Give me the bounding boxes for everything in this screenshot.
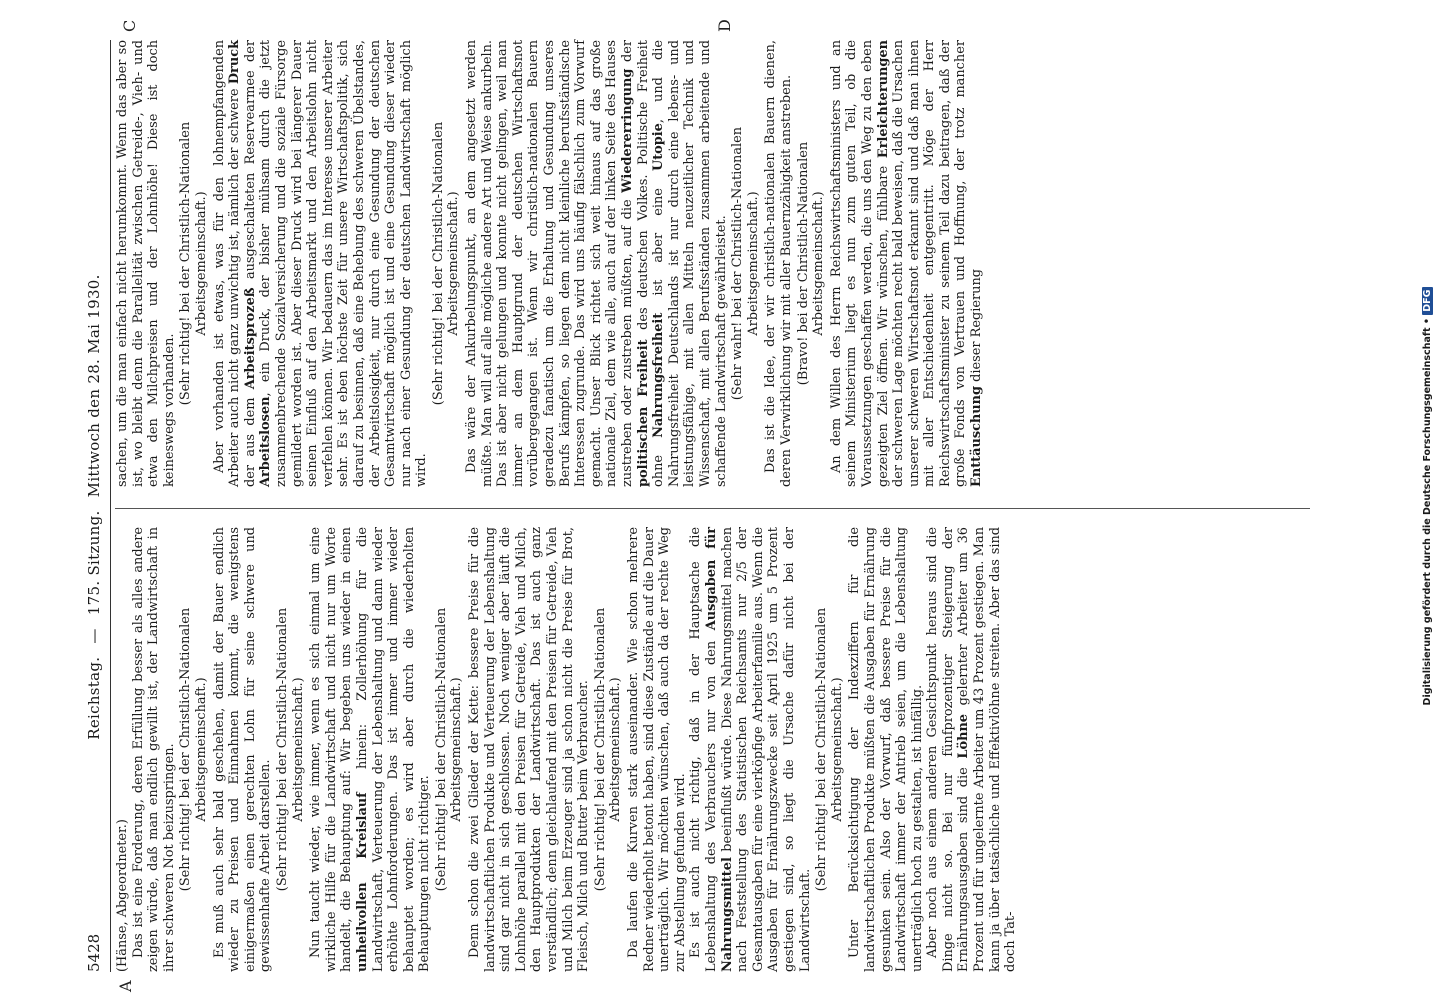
column-left xyxy=(115,527,1019,972)
interjection: (Sehr richtig! bei der Christlich-Nationalen Arbeitsgemeinschaft.) xyxy=(178,121,209,406)
title: Reichstag. xyxy=(85,656,103,740)
running-title xyxy=(85,42,103,972)
interjection: (Sehr richtig! bei der Christlich-Nationalen Arbeitsgemeinschaft.) xyxy=(592,607,624,892)
page-number: 5428 xyxy=(85,933,103,972)
paragraph: Das ist die Idee, der wir christlich-nationalen Bauern dienen, deren Verwirklichung wir mit aller Bauernzähigkeit anstreben. xyxy=(763,40,794,487)
page-header xyxy=(85,42,107,972)
interjection: (Sehr richtig! bei der Christlich-Nationalen Arbeitsgemeinschaft.) xyxy=(814,607,845,892)
credit-text: Digitalisierung gefördert durch die Deutsche Forschungsgemeinschaft • xyxy=(1422,318,1433,706)
paragraph: Denn schon die zwei Glieder der Kette: bessere Preise für die landwirtschaftlichen Produkte und Verteuerung der Lebenshaltung sind gar nicht in sich geschlossen. Noch weniger aber läuft die Lohnhöhe parallel mit den Preisen für Getreide, Vieh und Milch, den Hauptprodukten der Landwirtschaft. Das ist auch ganz verständlich; denn gleichlaufend mit den Preisen für Getreide, Vieh und Milch beim Erzeuger sind ja schon nicht die Preise für Brot, Fleisch, Milch und Butter beim Verbraucher. xyxy=(467,527,592,972)
interjection: (Sehr richtig! bei der Christlich-Nationalen Arbeitsgemeinschaft.) xyxy=(274,607,306,892)
interjection: (Bravo! bei der Christlich-Nationalen Arbeitsgemeinschaft.) xyxy=(795,141,827,386)
interjection: (Sehr wahr! bei der Christlich-Nationalen Arbeitsgemeinschaft.) xyxy=(730,126,761,401)
paragraph: Es muß auch sehr bald geschehen, damit der Bauer endlich wieder zu Preisen und Einnahmen kommt, die wenigstens einigermaßen einen gerechten Lohn für seine schwere und gewissenhafte Arbeit darstellen. xyxy=(211,527,274,972)
date: Mittwoch den 28. Mai 1930. xyxy=(85,274,103,498)
paragraph: sachen, um die man einfach nicht herumkommt. Wenn das aber so ist, wo bleibt denn die Parallelität zwischen Getreide-, Vieh- und etwa den Milchpreisen und der Lohnhöhe! Diese ist doch keineswegs vorhanden. xyxy=(115,40,177,487)
margin-mark-d: D xyxy=(715,19,734,32)
margin-mark-c: C xyxy=(120,19,139,32)
paragraph: Unter Berücksichtigung der Indexziffern für die landwirtschaftlichen Produkte müßten die Ausgaben für Ernährung gesunken sein. Also der Vorwurf, daß bessere Preise für die Landwirtschaft immer der Antrieb seien, um die Lebenshaltung unerträglich hoch zu gestalten, ist hinfällig. xyxy=(847,527,925,972)
paragraph: An dem Willen des Herrn Reichswirtschaftsministers und an seinem Ministerium liegt es nun zum guten Teil, ob die Voraussetzungen geschaffen werden, die uns den Weg zu den eben gezeigten Ziel öffnen. Wir wünschen, fühlbare Erleichterungen der schweren Lage möchten recht bald beweisen, daß die Ursachen unserer schweren Wirtschaftsnot erkannt sind und daß man ihnen mit aller Entschiedenheit entgegentritt. Möge der Herr Reichswirtschaftsminister zu seinem Teil dazu beitragen, daß der große Fonds von Vertrauen und Hoffnung, der trotz mancher Enttäuschung dieser Regierung xyxy=(828,40,985,487)
interjection: (Sehr richtig! bei der Christlich-Nationalen Arbeitsgemeinschaft.) xyxy=(178,607,209,892)
interjection: (Sehr richtig! bei der Christlich-Nationalen Arbeitsgemeinschaft.) xyxy=(430,121,462,406)
paragraph: Das wäre der Ankurbelungspunkt, an dem angesetzt werden müßte. Man will auf alle mögliche andere Art und Weise ankurbeln. Das ist aber nicht gelungen und konnte nicht gelingen, weil man immer an dem Hauptgrund der deutschen Wirtschaftsnot vorübergegangen ist. Wenn wir christlich-nationalen Bauern geradezu fanatisch um die Erhaltung und Gesundung unseres Berufs kämpfen, so liegen dem nicht kleinliche berufsständische Interessen zugrunde. Das wird uns häufig fälschlich zum Vorwurf gemacht. Unser Blick richtet sich weit hinaus auf das große nationale Ziel, dem wie alle, auch auf der linken Seite des Hauses zustreben oder zustreben müßten, auf die Wiedererringung der politischen Freiheit des deutschen Volkes. Politische Freiheit ohne Nahrungsfreiheit ist aber eine Utopie, und die Nahrungsfreiheit Deutschlands ist nur durch eine lebens- und leistungsfähige, mit allen Mitteln neuzeitlicher Technik und Wissenschaft, mit allen Berufsständen zusammen arbeitende und schaffende Landwirtschaft gewährleistet. xyxy=(464,39,729,487)
paragraph: Es ist auch nicht richtig, daß in der Hauptsache die Lebenshaltung des Verbrauchers nur von den Ausgaben für Nahrungsmittel beeinflußt würde. Diese Nahrungsmittel machen nach Feststellung des Statistischen Reichsamts nur 2/5 der Gesamtausgaben für eine vierköpfige Arbeiterfamilie aus. Wenn die Ausgaben für Ernährungszwecke seit April 1925 um 5 Prozent gestiegen sind, so liegt die Ursache dafür nicht bei der Landwirtschaft. xyxy=(688,527,813,972)
paragraph: Da laufen die Kurven stark auseinander. Wie schon mehrere Redner wiederholt betont haben, sind diese Zustände auf die Dauer unerträglich. Wir möchten wünschen, daß auch da der rechte Weg zur Abstellung gefunden wird. xyxy=(626,527,688,972)
margin-mark-a: A xyxy=(116,980,135,992)
digitization-credit xyxy=(1418,10,1433,990)
session: 175. Sitzung. xyxy=(85,510,103,616)
paragraph: Nun taucht wieder, wie immer, wenn es sich einmal um eine wirkliche Hilfe für die Landwirtschaft und nicht nur um Worte handelt, die Behauptung auf: Wir begeben uns wieder in einen unheilvollen Kreislauf hinein: Zollerhöhung für die Landwirtschaft, Verteuerung der Lebenshaltung und dann wieder erhöhte Lohnforderungen. Das ist immer und immer wieder behauptet worden; es wird aber durch die wiederholten Behauptungen nicht richtiger. xyxy=(308,527,433,972)
column-right xyxy=(115,40,985,487)
paragraph: Aber vorhanden ist etwas, was für den lohnempfangenden Arbeiter auch nicht ganz unwichtig ist, nämlich der schwere Druck der aus dem Arbeitsprozeß ausgeschalteten Reservearmee der Arbeitslosen, ein Druck, der bisher mühsam durch die jetzt zusammenbrechende Sozialversicherung und die soziale Fürsorge gemildert worden ist. Aber dieser Druck wird bei längerer Dauer seinen Einfluß auf den Arbeitsmarkt und den Arbeitslohn nicht verfehlen können. Wir bedauern das im Interesse unserer Arbeiter sehr. Es ist eben höchste Zeit für unsere Wirtschaftspolitik, sich darauf zu besinnen, daß eine Behebung des schweren Übelstandes, der Arbeitslosigkeit, nur durch eine Gesundung der deutschen Gesamtwirtschaft möglich ist und eine Gesundung dieser wieder nur nach einer Gesundung der deutschen Landwirtschaft möglich wird. xyxy=(211,40,430,487)
paragraph: Das ist eine Forderung, deren Erfüllung besser als alles andere zeigen würde, daß man endlich gewillt ist, der Landwirtschaft in ihrer schweren Not beizuspringen. xyxy=(130,527,177,972)
header-rule xyxy=(110,40,111,972)
speaker-line: (Hänse, Abgeordneter.) xyxy=(115,819,130,972)
column-divider xyxy=(115,508,1310,509)
dfg-logo: DFG xyxy=(1422,287,1433,315)
paragraph: Aber noch aus einem anderen Gesichtspunkt heraus sind die Dinge nicht so. Bei nur fünfprozentiger Steigerung der Ernährungsausgaben sind die Löhne gelernter Arbeiter um 36 Prozent und für ungelernte Arbeiter um 43 Prozent gestiegen. Man kann ja über tatsächliche und Effektivlöhne streiten. Aber das sind doch Tat- xyxy=(925,527,1019,972)
interjection: (Sehr richtig! bei der Christlich-Nationalen Arbeitsgemeinschaft.) xyxy=(433,607,465,892)
dash: — xyxy=(85,628,103,644)
